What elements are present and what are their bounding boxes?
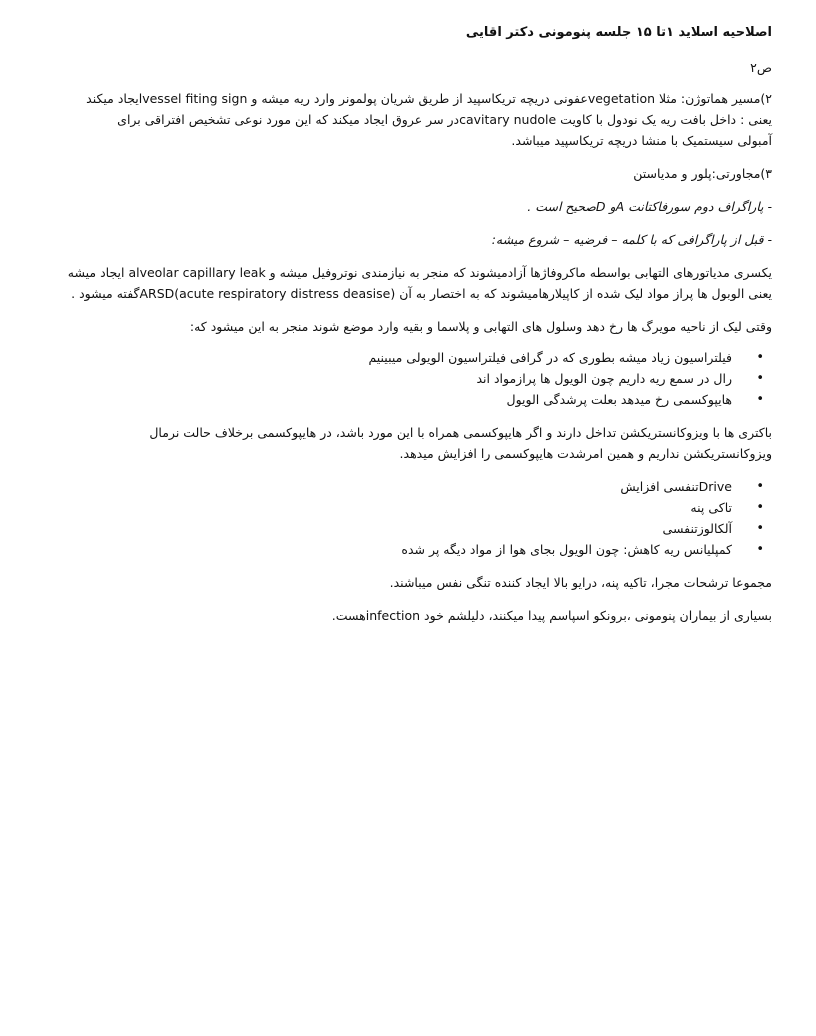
list-item: • Driveتنفسی افزایش bbox=[46, 476, 732, 497]
leak-consequences-list bbox=[46, 347, 772, 410]
document-title: اصلاحیه اسلاید ۱تا ۱۵ جلسه پنومونی دکتر اقایی bbox=[465, 25, 772, 40]
paragraph-vasoconstriction bbox=[46, 422, 772, 464]
paragraph-mediators bbox=[46, 262, 772, 304]
list-item: • فیلتراسیون زیاد میشه بطوری که در گرافی فیلتراسیون الویولی میبینیم bbox=[46, 347, 732, 368]
paragraph-mediators-line2: یعنی الوبول ها پراز مواد لیک شده از کاپیلارهامیشوند که به اختصار به آن (ARSD(acute respiratory distress deasiseگفته میشود . bbox=[71, 286, 772, 301]
paragraph-vasoconstriction-line2: ویزوکانستریکشن نداریم و همین امرشدت هایپوکسمی را افزایش میدهد. bbox=[399, 446, 772, 461]
paragraph-vasoconstriction-line1: باکتری ها با ویزوکانستریکشن تداخل دارند و اگر هایپوکسمی همراه با این مورد باشد، در هایپوکسمی برخلاف حالت نرمال bbox=[149, 425, 772, 440]
respiratory-effects-list bbox=[46, 476, 772, 560]
paragraph-mediators-line1: یکسری مدیاتورهای التهابی بواسطه ماکروفاژها آزادمیشوند که منجر به نیازمندی نوتروفیل میشه و alveolar capillary leak ایجاد میشه bbox=[67, 265, 772, 280]
section-hematogenous-line1: ۲)مسیر هماتوژن: مثلا vegetationعفونی دریچه تریکاسپید از طریق شریان پولمونر وارد ریه میشه و vessel fiting signایجاد میکند bbox=[86, 91, 772, 106]
list-item: • تاکی پنه bbox=[46, 497, 732, 518]
list-item: • کمپلیانس ریه کاهش: چون الویول بجای هوا از مواد دیگه پر شده bbox=[46, 539, 732, 560]
list-item: • رال در سمع ریه داریم چون الویول ها پرازمواد اند bbox=[46, 368, 732, 389]
section-contiguity: ۳)مجاورتی:پلور و مدیاستن bbox=[633, 166, 772, 181]
section-hematogenous-line2: یعنی : داخل بافت ریه یک نودول با کاویت cavitary nudoleدر سر عروق ایجاد میکند که این مورد نوعی تشخیص افتراقی برای bbox=[117, 112, 772, 127]
section-hematogenous-line3: آمبولی سیستمیک با منشا دریچه تریکاسپید میباشد. bbox=[511, 133, 772, 148]
section-hematogenous bbox=[46, 88, 772, 151]
document-page bbox=[46, 22, 772, 638]
paragraph-capillary-leak: وقتی لیک از ناحیه مویرگ ها رخ دهد وسلول های التهابی و پلاسما و بقیه وارد موضع شوند منجر به این میشود که: bbox=[189, 319, 772, 334]
list-item: • آلکالوزتنفسی bbox=[46, 518, 732, 539]
paragraph-bronchospasm: بسیاری از بیماران پنومونی ،برونکو اسپاسم پیدا میکنند، دلیلشم خود infectionهست. bbox=[331, 608, 772, 623]
paragraph-dyspnea: مجموعا ترشحات مجرا، تاکیه پنه، درایو بالا ایجاد کننده تنگی نفس میباشند. bbox=[389, 575, 772, 590]
list-item: • هایپوکسمی رخ میدهد بعلت پرشدگی الویول bbox=[46, 389, 732, 410]
note-before-hypothesis: - قبل از پاراگرافی که با کلمه – فرضیه – شروع میشه: bbox=[491, 232, 772, 247]
note-surfactant: - پاراگراف دوم سورفاکتانت Aو Dصحیح است . bbox=[527, 199, 772, 214]
page-reference: ص۲ bbox=[750, 60, 772, 75]
